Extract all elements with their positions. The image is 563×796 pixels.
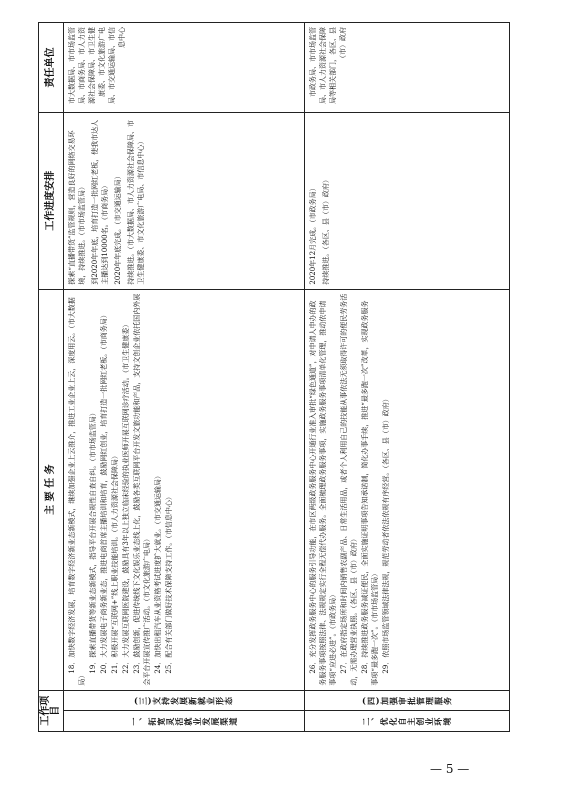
task-item: 20．大力发展电子商务新业态，推进电商首席主播培训和培育，鼓励网红创业，培育打造一批网红老板。（市商务局） — [100, 311, 108, 674]
unit-cell-2 — [305, 23, 510, 113]
section-row-1 — [64, 23, 305, 732]
progress-cell-1 — [64, 112, 305, 289]
task-cell-1 — [64, 289, 305, 690]
unit-item: 市政务局、市市场监管局、市人力资源社会保障局等相关部门，各区、县（市）政府 — [309, 27, 348, 104]
task-item: 19．探索直播带货等新业态新模式，指导平台开展合规性自查自纠。（市市场监管局） — [89, 409, 97, 674]
progress-item: 持续推进。（市大数据局、市人力资源社会保障局、市卫生健康委、市文化旅游广电局、市信息中心） — [127, 120, 145, 285]
header-task: 主 要 任 务 — [39, 289, 64, 690]
progress-item: 2020年12月完成。（市政务局） — [309, 184, 318, 285]
subproject-cell-2: (四)加强审批管理服务 — [305, 690, 510, 711]
work-plan-table — [38, 22, 510, 732]
progress-cell-2 — [305, 112, 510, 289]
header-unit: 责任单位 — [39, 23, 64, 113]
project-cell-1: 一、拓宽灵活就业发展渠道 — [64, 711, 305, 732]
progress-item: 2020年年底完成。（市交通运输局） — [114, 172, 122, 285]
rotated-table-frame — [38, 22, 510, 732]
task-item: 27．在政府指定场所和时间内销售农副产品、日常生活用品，或者个人利用自己的技能从事依法无须取得许可的便民劳务活动，无需办理营业执照。（各区、县（市）政府） — [340, 293, 359, 686]
progress-item: 到2020年年底，培育打造一批网红老板，使我市达人主播达到10000名。（市商务局） — [91, 119, 109, 285]
task-item: 21．积极开展“互联网+”线上职业技能培训。（市人力资源社会保障局） — [111, 452, 119, 674]
unit-item: 市大数据局、市市场监管局、市商务局、市人力资源社会保障局、市卫生健康委、市文化旅游广电局、市交通运输局、市信息中心 — [68, 27, 126, 104]
task-item: 24．加快出租汽车从业资格考试进度扩大就业。（市交通运输局） — [154, 472, 162, 674]
task-item: 29．依照市场监管领域法律法规，规范劳动者依法依规有序经营。（各区、县（市）政府） — [382, 395, 391, 674]
progress-item: 探索“直播带货”监管规则，营造良好的网络交易环境，持续推进。（市市场监管局） — [68, 130, 86, 285]
unit-cell-1 — [64, 23, 305, 113]
project-cell-2: 二、优化自主创业环境 — [305, 711, 510, 732]
task-item: 23．鼓励创新，促进传统线下文化娱乐业态线上化，鼓励各类互联网平台开发文旅功能和产品，支持文创企业依托国内外展会平台开展宣传推广活动。（市文化旅游广电局） — [133, 293, 151, 686]
task-item: 22．大力发展互联网医院建设，鼓励具有3年以上独立临床经验的执业医师开展互联网诊疗活动。（市卫生健康委） — [122, 320, 130, 674]
task-item: 26．充分发挥政务服务中心的服务引导功能，在市区两级政务服务中心开通行业准入审批“绿色通道”，对申请人申办的政务服务事项按照法律、法规规定实行全程无偿代办服务。全面梳理政务服务事项，实施政务服务事项清单化管理，推动依申请事项“应进必进”。（市政务局） — [309, 300, 338, 686]
task-cell-2 — [305, 289, 510, 690]
task-item: 18．加快数字经济发展，培育数字经济新业态新模式，继续加强企业上云推介，推进工业企业上云，深度用云。（市大数据局） — [68, 297, 86, 686]
task-item: 25．配合有关部门做好技术保障支持工作。（市信息中心） — [165, 493, 173, 674]
page-number: — 5 — — [430, 762, 470, 776]
progress-item: 持续推进。（各区、县（市）政府） — [322, 176, 331, 285]
header-row — [39, 23, 64, 732]
header-project: 工作项目 — [39, 690, 64, 731]
task-item: 28．持续推进政务服务减证便民，全面实施证明事项告知承诺制，简化办事手续，推进“最多跑一次”改革，实现政务服务事项“最多跑一次”。（市市场监管局） — [361, 300, 380, 686]
subproject-cell-1: (三)支持发展新就业形态 — [64, 690, 305, 711]
header-progress: 工作进度安排 — [39, 112, 64, 289]
section-row-2 — [305, 23, 510, 732]
